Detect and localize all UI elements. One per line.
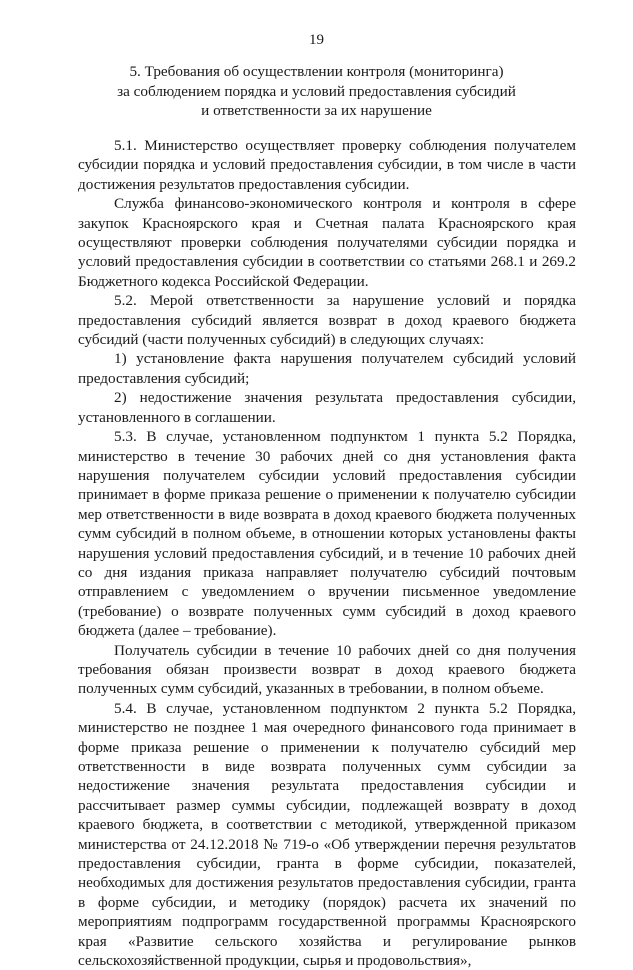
section-heading-line-2: за соблюдением порядка и условий предоставления субсидий [117,82,516,100]
paragraph-recipient-return: Получатель субсидии в течение 10 рабочих дней со дня получения требования обязан произвести возврат в доход краевого бюджета полученных сумм субсидий, указанных в требовании, в полном объеме. [78,641,576,698]
document-body [78,136,576,970]
paragraph-5-3: 5.3. В случае, установленном подпунктом 1 пункта 5.2 Порядка, министерство в течение 30 рабочих дней со дня установления факта нарушения получателем субсидии условий предоставления субсидии принимает в форме приказа решение о применении к получателю субсидии мер ответственности в виде возврата в доход краевого бюджета полученных сумм субсидий в полном объеме, в отношении которых установлены факты нарушения условий предоставления субсидий, и в течение 10 рабочих дней со дня издания приказа направляет получателю субсидий почтовым отправлением с уведомлением о вручении письменное уведомление (требование) о возврате полученных сумм субсидий в доход краевого бюджета (далее – требование). [78,428,576,640]
section-heading-line-1: 5. Требования об осуществлении контроля (мониторинга) [129,63,504,80]
list-item-2: 2) недостижение значения результата предоставления субсидии, установленного в соглашении. [78,389,576,426]
section-heading [60,62,573,121]
paragraph-5-4: 5.4. В случае, установленном подпунктом 2 пункта 5.2 Порядка, министерство не позднее 1 мая очередного финансового года принимает в форме приказа решение о применении к получателю субсидий мер ответственности в виде возврата полученных сумм субсидии за недостижение значения результата предоставления субсидии и рассчитывает размер суммы субсидии, подлежащей возврату в доход краевого бюджета, в соответствии с методикой, утвержденной приказом министерства от 24.12.2018 № 719-о «Об утверждении перечня результатов предоставления субсидии, гранта в форме субсидии, показателей, необходимых для достижения результатов предоставления субсидии, гранта в форме субсидии, и методику (порядок) расчета их значений по мероприятиям подпрограмм государственной программы Красноярского края «Развитие сельского хозяйства и регулирование рынков сельскохозяйственной продукции, сырья и продовольствия», [78,699,576,970]
section-heading-line-3: и ответственности за их нарушение [201,102,432,120]
paragraph-5-2: 5.2. Мерой ответственности за нарушение условий и порядка предоставления субсидий является возврат в доход краевого бюджета субсидий (части полученных субсидий) в следующих случаях: [78,292,576,349]
list-item-1: 1) установление факта нарушения получателем субсидий условий предоставления субсидий; [78,350,576,387]
paragraph-control-service: Служба финансово-экономического контроля и контроля в сфере закупок Красноярского края и Счетная палата Красноярского края осуществляют проверки соблюдения получателями субсидии порядка и условий предоставления субсидии в соответствии со статьями 268.1 и 269.2 Бюджетного кодекса Российской Федерации. [78,195,576,290]
paragraph-5-1: 5.1. Министерство осуществляет проверку соблюдения получателем субсидии порядка и условий предоставления субсидии, в том числе в части достижения результатов предоставления субсидии. [78,137,576,193]
page-number: 19 [309,32,324,48]
